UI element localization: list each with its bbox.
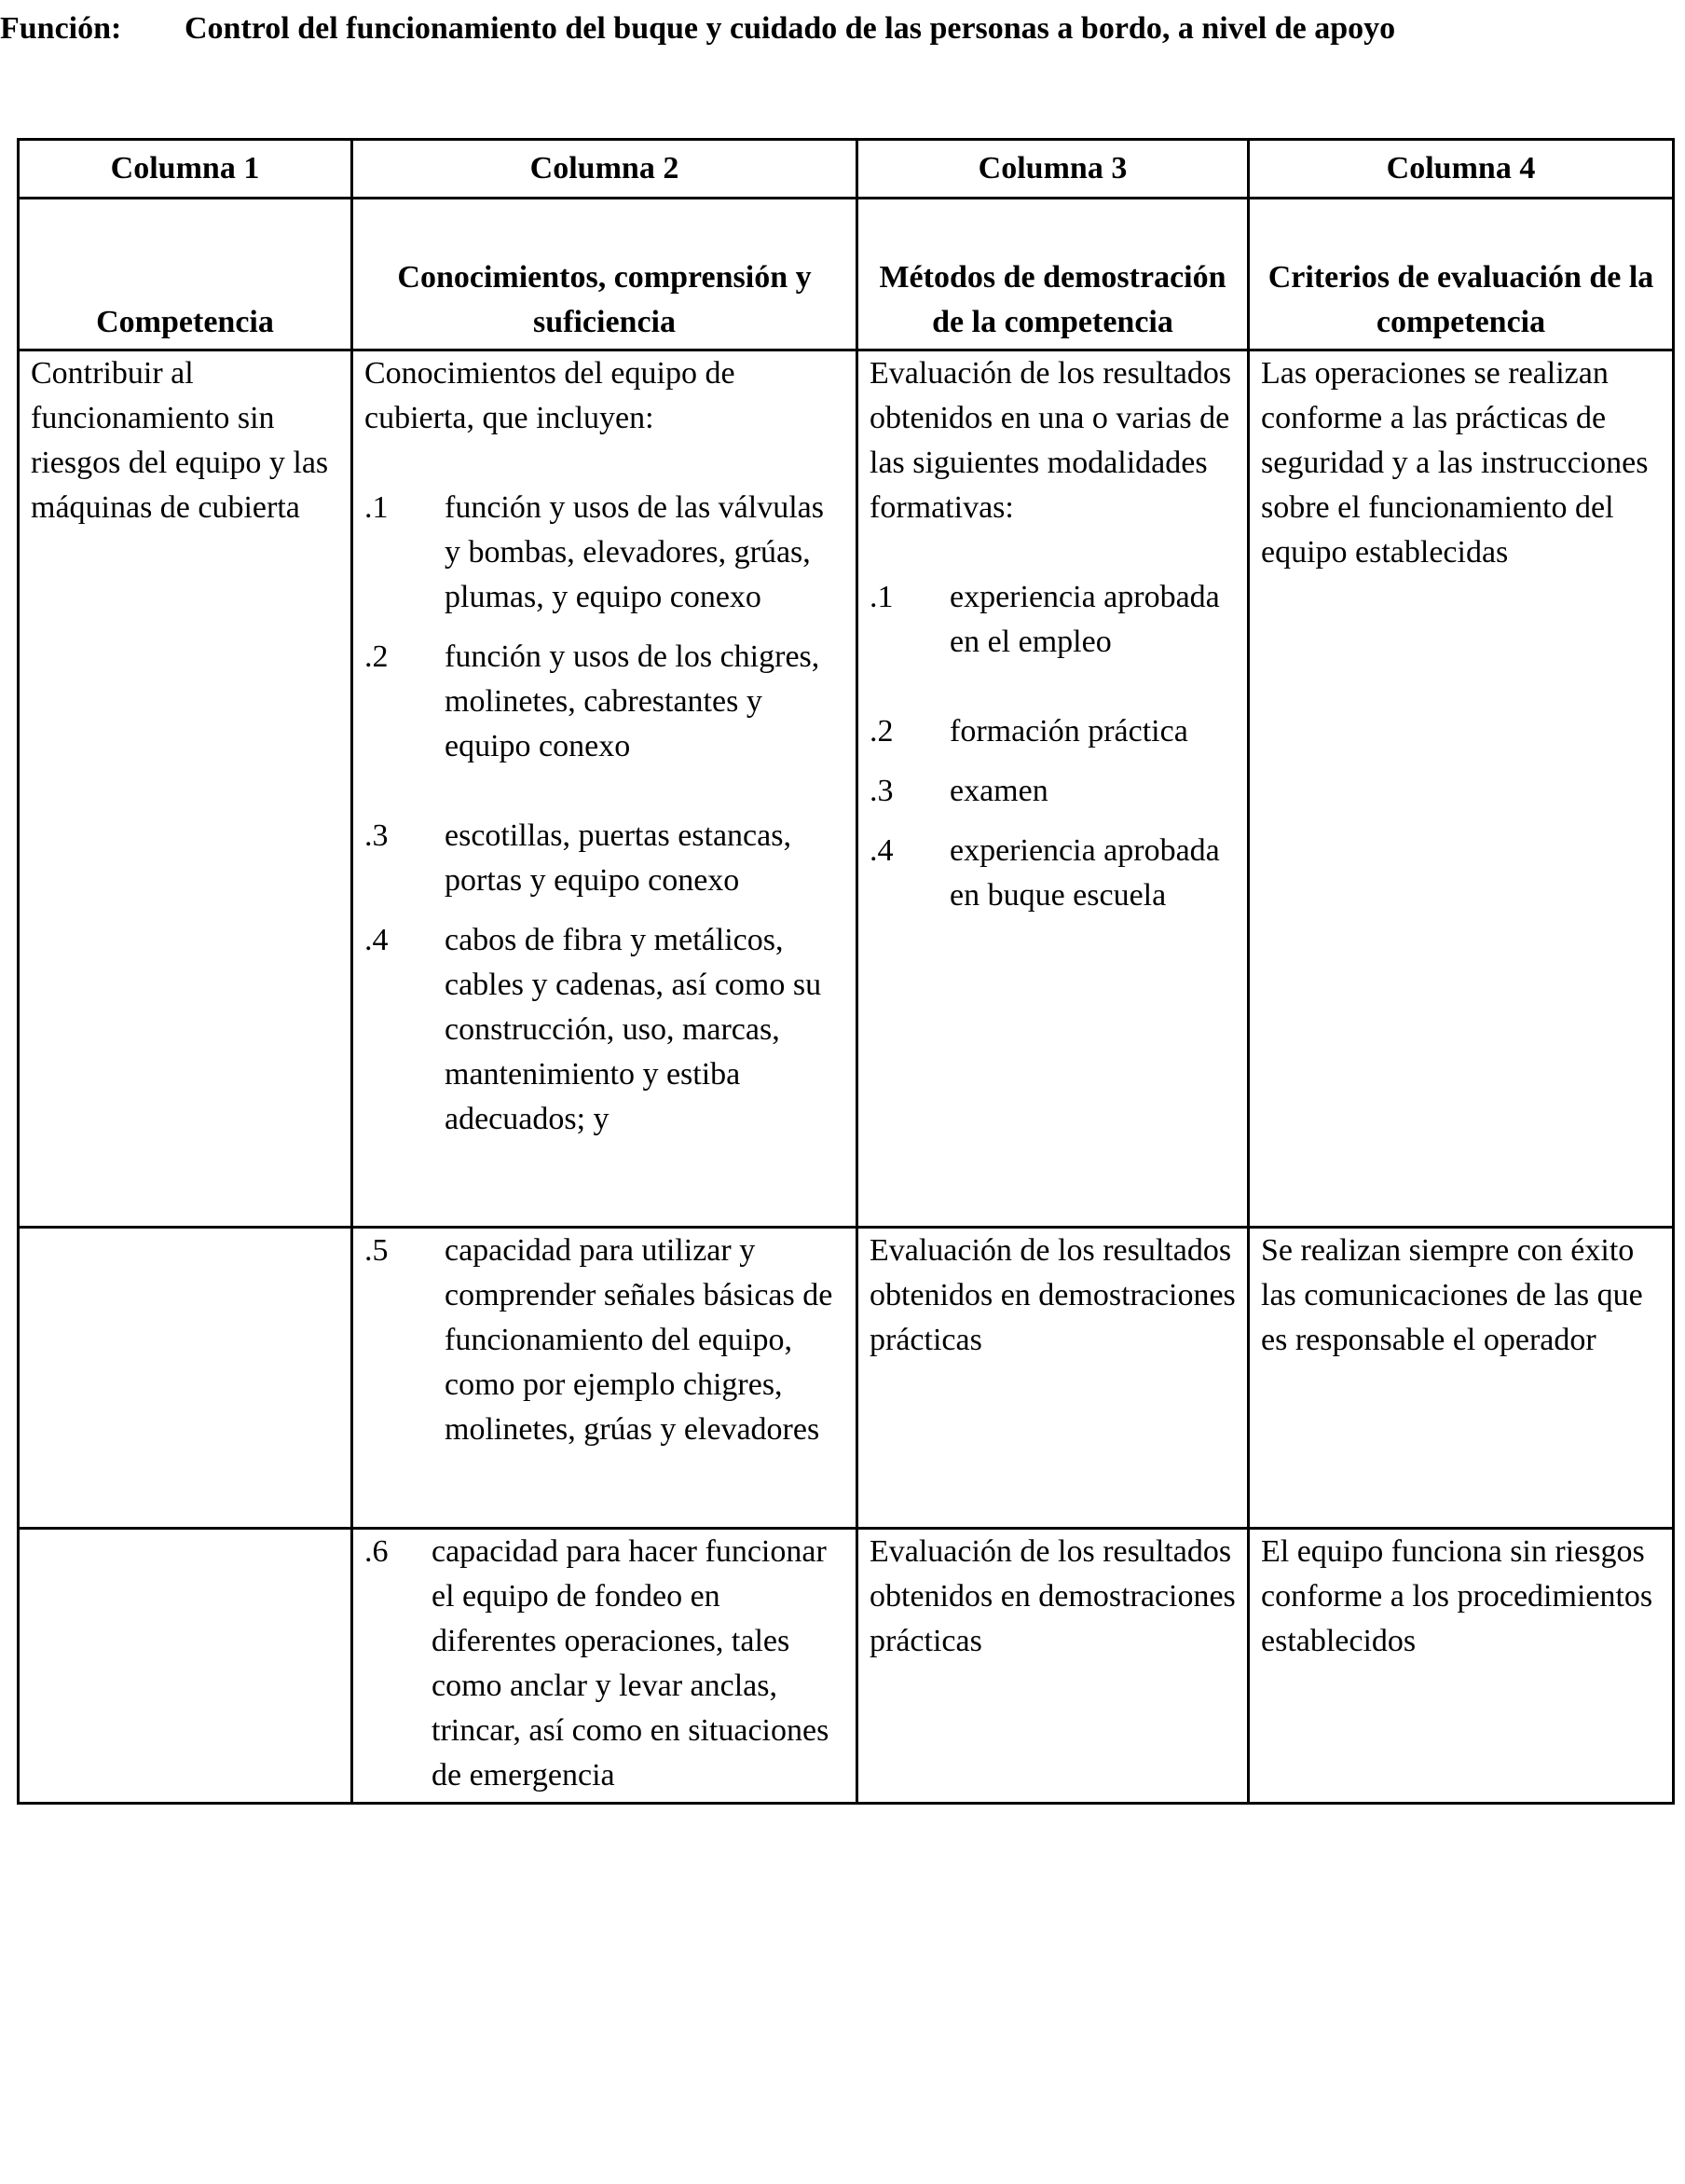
knowledge-item <box>364 1530 844 1798</box>
criteria-cell <box>1249 350 1674 1228</box>
column-title-competence: Competencia <box>19 199 352 350</box>
criteria-cell <box>1249 1228 1674 1529</box>
column-title-knowledge: Conocimientos, comprensión y suficiencia <box>352 199 857 350</box>
methods-text: Evaluación de los resultados obtenidos en demostraciones prácticas <box>870 1233 1236 1357</box>
methods-cell <box>857 1228 1249 1529</box>
criteria-text: Se realizan siempre con éxito las comunicaciones de las que es responsable el operador <box>1261 1233 1643 1357</box>
item-text: formación práctica <box>950 714 1188 749</box>
column-title-criteria: Criterios de evaluación de la competencia <box>1249 199 1674 350</box>
column-number-4: Columna 4 <box>1249 140 1674 199</box>
table-row <box>19 1228 1674 1529</box>
item-number: .3 <box>870 774 894 808</box>
knowledge-cell <box>352 350 857 1228</box>
criteria-text: Las operaciones se realizan conforme a las prácticas de seguridad y a las instrucciones sobre el funcionamiento del equipo establecidas <box>1261 356 1649 570</box>
item-text: función y usos de las válvulas y bombas, elevadores, grúas, plumas, y equipo conexo <box>445 490 824 614</box>
item-number: .4 <box>870 833 894 868</box>
knowledge-cell <box>352 1529 857 1804</box>
method-item <box>870 829 1236 918</box>
method-item <box>870 575 1236 665</box>
knowledge-item <box>364 635 844 769</box>
item-text: escotillas, puertas estancas, portas y equipo conexo <box>445 818 791 898</box>
item-text: cabos de fibra y metálicos, cables y cadenas, así como su construcción, uso, marcas, mantenimiento y estiba adecuados; y <box>445 923 822 1136</box>
item-number: .3 <box>364 818 389 853</box>
competence-cell <box>19 1228 352 1529</box>
column-number-row <box>19 140 1674 199</box>
item-text: examen <box>950 774 1048 808</box>
competence-cell <box>19 1529 352 1804</box>
table-row <box>19 350 1674 1228</box>
column-title-methods: Métodos de demostración de la competencia <box>857 199 1249 350</box>
table-row <box>19 1529 1674 1804</box>
method-item <box>870 769 1236 814</box>
item-text: capacidad para hacer funcionar el equipo de fondeo en diferentes operaciones, tales como anclar y levar anclas, trincar, así como en situaciones de emergencia <box>432 1534 829 1793</box>
item-number: .1 <box>364 490 389 525</box>
knowledge-item <box>364 486 844 620</box>
item-number: .5 <box>364 1233 389 1268</box>
methods-intro: Evaluación de los resultados obtenidos en una o varias de las siguientes modalidades formativas: <box>870 356 1232 525</box>
item-text: experiencia aprobada en buque escuela <box>950 833 1220 913</box>
methods-cell <box>857 350 1249 1228</box>
methods-text: Evaluación de los resultados obtenidos en demostraciones prácticas <box>870 1534 1236 1658</box>
function-label: Función: <box>0 11 122 46</box>
item-text: experiencia aprobada en el empleo <box>950 580 1220 659</box>
column-number-1: Columna 1 <box>19 140 352 199</box>
competence-table <box>17 138 1675 1805</box>
knowledge-item <box>364 814 844 903</box>
column-number-3: Columna 3 <box>857 140 1249 199</box>
competence-cell <box>19 350 352 1228</box>
knowledge-item <box>364 918 844 1142</box>
knowledge-cell <box>352 1228 857 1529</box>
item-number: .1 <box>870 580 894 614</box>
function-title: Control del funcionamiento del buque y cuidado de las personas a bordo, a nivel de apoyo <box>185 11 1396 46</box>
competence-text: Contribuir al funcionamiento sin riesgos del equipo y las máquinas de cubierta <box>31 356 329 525</box>
item-number: .4 <box>364 923 389 957</box>
item-text: capacidad para utilizar y comprender señales básicas de funcionamiento del equipo, como por ejemplo chigres, molinetes, grúas y elevadores <box>445 1233 833 1447</box>
criteria-text: El equipo funciona sin riesgos conforme a los procedimientos establecidos <box>1261 1534 1653 1658</box>
methods-cell <box>857 1529 1249 1804</box>
method-item <box>870 709 1236 754</box>
knowledge-intro: Conocimientos del equipo de cubierta, que incluyen: <box>364 356 735 435</box>
item-number: .2 <box>870 714 894 749</box>
knowledge-item <box>364 1229 844 1452</box>
column-title-row <box>19 199 1674 350</box>
column-number-2: Columna 2 <box>352 140 857 199</box>
item-text: función y usos de los chigres, molinetes, cabrestantes y equipo conexo <box>445 639 820 763</box>
item-number: .6 <box>364 1534 389 1569</box>
item-number: .2 <box>364 639 389 674</box>
criteria-cell <box>1249 1529 1674 1804</box>
